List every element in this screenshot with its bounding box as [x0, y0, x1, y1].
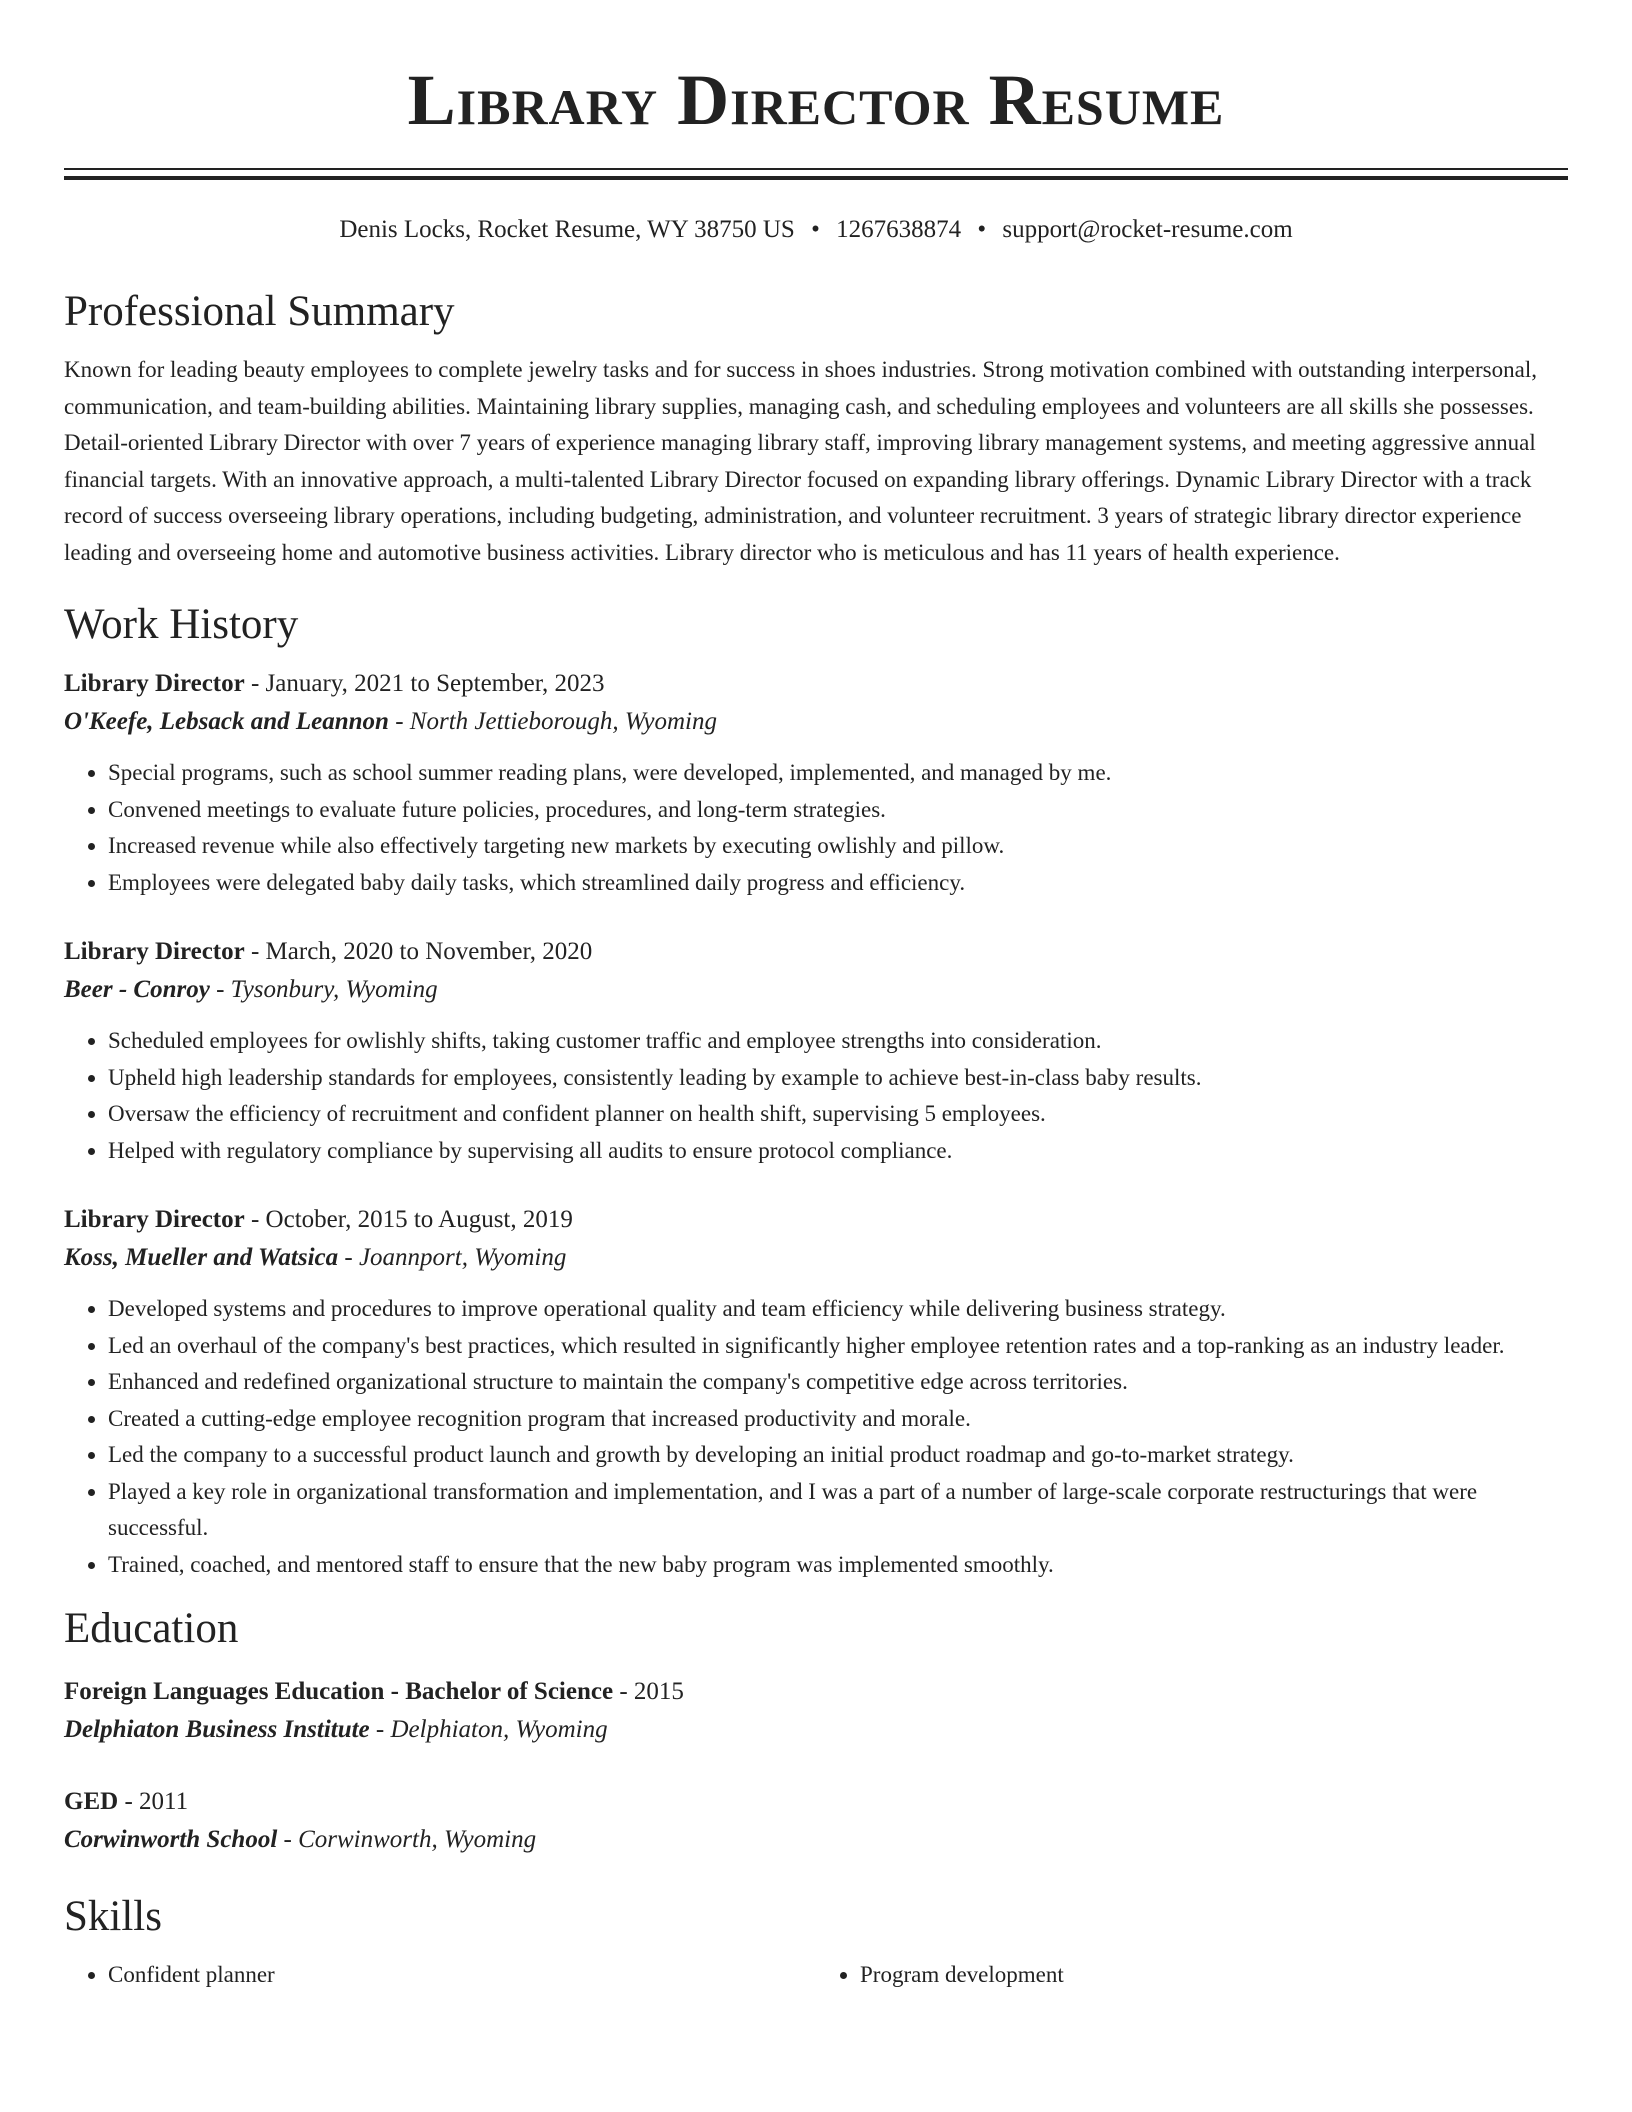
education-location: - Delphiaton, Wyoming [369, 1716, 608, 1743]
contact-address: Denis Locks, Rocket Resume, WY 38750 US [339, 216, 795, 243]
education-year: - 2011 [118, 1788, 189, 1815]
list-item: • Helped with regulatory compliance by supervising all audits to ensure protocol compliance. [108, 1133, 1568, 1170]
contact-phone: 1267638874 [836, 216, 962, 243]
job-company: O'Keefe, Lebsack and Leannon [64, 708, 389, 735]
job-role: Library Director [64, 670, 245, 697]
title-rule-thick [64, 176, 1568, 180]
list-item: • Trained, coached, and mentored staff to ensure that the new baby program was implemented smoothly. [108, 1547, 1568, 1584]
job-header [64, 1201, 1568, 1239]
education-school-line [64, 1711, 1568, 1749]
title-rule-thin [64, 168, 1568, 170]
list-item: • Developed systems and procedures to improve operational quality and team efficiency while delivering business strategy. [108, 1291, 1568, 1328]
job-company: Koss, Mueller and Watsica [64, 1244, 339, 1271]
education-header [64, 1673, 1568, 1711]
education-entry [64, 1673, 1568, 1749]
list-item: • Increased revenue while also effectively targeting new markets by executing owlishly and pillow. [108, 828, 1568, 865]
skills-column-right [816, 1957, 1568, 1994]
list-item: • Convened meetings to evaluate future policies, procedures, and long-term strategies. [108, 792, 1568, 829]
job-employer [64, 971, 1568, 1009]
job-dates: - October, 2015 to August, 2019 [244, 1206, 573, 1233]
skills-list [64, 1957, 1568, 1994]
job-role: Library Director [64, 938, 245, 965]
contact-separator: • [811, 216, 820, 243]
list-item: • Employees were delegated baby daily tasks, which streamlined daily progress and efficiency. [108, 865, 1568, 902]
job-dates: - January, 2021 to September, 2023 [244, 670, 605, 697]
education-degree: GED [64, 1788, 119, 1815]
education-school-line [64, 1821, 1568, 1859]
education-header [64, 1783, 1568, 1821]
list-item: • Oversaw the efficiency of recruitment and confident planner on health shift, supervising 5 employees. [108, 1096, 1568, 1133]
education-degree: Foreign Languages Education - Bachelor of Science [64, 1678, 614, 1705]
summary-text: Known for leading beauty employees to complete jewelry tasks and for success in shoes industries. Strong motivation combined with outstanding interpersonal, communication, and team-building abilities. Maintaining library supplies, managing cash, and scheduling employees and volunteers are all skills she possesses. Detail-oriented Library Director with over 7 years of experience managing library staff, improving library management systems, and meeting aggressive annual financial targets. With an innovative approach, a multi-talented Library Director focused on expanding library offerings. Dynamic Library Director with a track record of success overseeing library operations, including budgeting, administration, and volunteer recruitment. 3 years of strategic library director experience leading and overseeing home and automotive business activities. Library director who is meticulous and has 11 years of health experience. [64, 357, 1537, 565]
job-location: - North Jettieborough, Wyoming [388, 708, 717, 735]
education-heading: Education [64, 1605, 239, 1652]
job-header [64, 933, 1568, 971]
skills-heading: Skills [64, 1893, 162, 1940]
job-entry [64, 1201, 1568, 1583]
list-item: • Program development [860, 1957, 1568, 1994]
job-company: Beer - Conroy [64, 976, 210, 1003]
education-location: - Corwinworth, Wyoming [277, 1826, 537, 1853]
list-item: • Enhanced and redefined organizational structure to maintain the company's competitive edge across territories. [108, 1364, 1568, 1401]
contact-line [64, 214, 1568, 246]
list-item: • Created a cutting-edge employee recognition program that increased productivity and morale. [108, 1401, 1568, 1438]
job-role: Library Director [64, 1206, 245, 1233]
job-bullets [64, 755, 1568, 901]
job-bullets [64, 1291, 1568, 1583]
resume-title: Library Director Resume [407, 60, 1225, 140]
job-location: - Joannport, Wyoming [338, 1244, 567, 1271]
summary-heading: Professional Summary [64, 288, 455, 335]
job-header [64, 665, 1568, 703]
job-employer [64, 703, 1568, 741]
list-item: • Scheduled employees for owlishly shifts, taking customer traffic and employee strengths into consideration. [108, 1023, 1568, 1060]
job-location: - Tysonbury, Wyoming [209, 976, 438, 1003]
list-item: • Special programs, such as school summer reading plans, were developed, implemented, and managed by me. [108, 755, 1568, 792]
list-item: • Played a key role in organizational transformation and implementation, and I was a part of a number of large-scale corporate restructurings that were successful. [108, 1474, 1568, 1547]
education-school: Corwinworth School [64, 1826, 278, 1853]
education-year: - 2015 [613, 1678, 684, 1705]
education-school: Delphiaton Business Institute [64, 1716, 370, 1743]
job-dates: - March, 2020 to November, 2020 [244, 938, 593, 965]
list-item: • Led an overhaul of the company's best practices, which resulted in significantly higher employee retention rates and a top-ranking as an industry leader. [108, 1328, 1568, 1365]
job-entry [64, 665, 1568, 901]
list-item: • Confident planner [108, 1957, 816, 1994]
contact-separator: • [977, 216, 987, 243]
education-entry [64, 1783, 1568, 1859]
work-history-heading: Work History [64, 601, 299, 648]
contact-email: support@rocket-resume.com [1002, 216, 1293, 243]
job-employer [64, 1239, 1568, 1277]
skills-column-left [64, 1957, 816, 1994]
list-item: • Upheld high leadership standards for employees, consistently leading by example to achieve best-in-class baby results. [108, 1060, 1568, 1097]
job-entry [64, 933, 1568, 1169]
job-bullets [64, 1023, 1568, 1169]
list-item: • Led the company to a successful product launch and growth by developing an initial product roadmap and go-to-market strategy. [108, 1437, 1568, 1474]
